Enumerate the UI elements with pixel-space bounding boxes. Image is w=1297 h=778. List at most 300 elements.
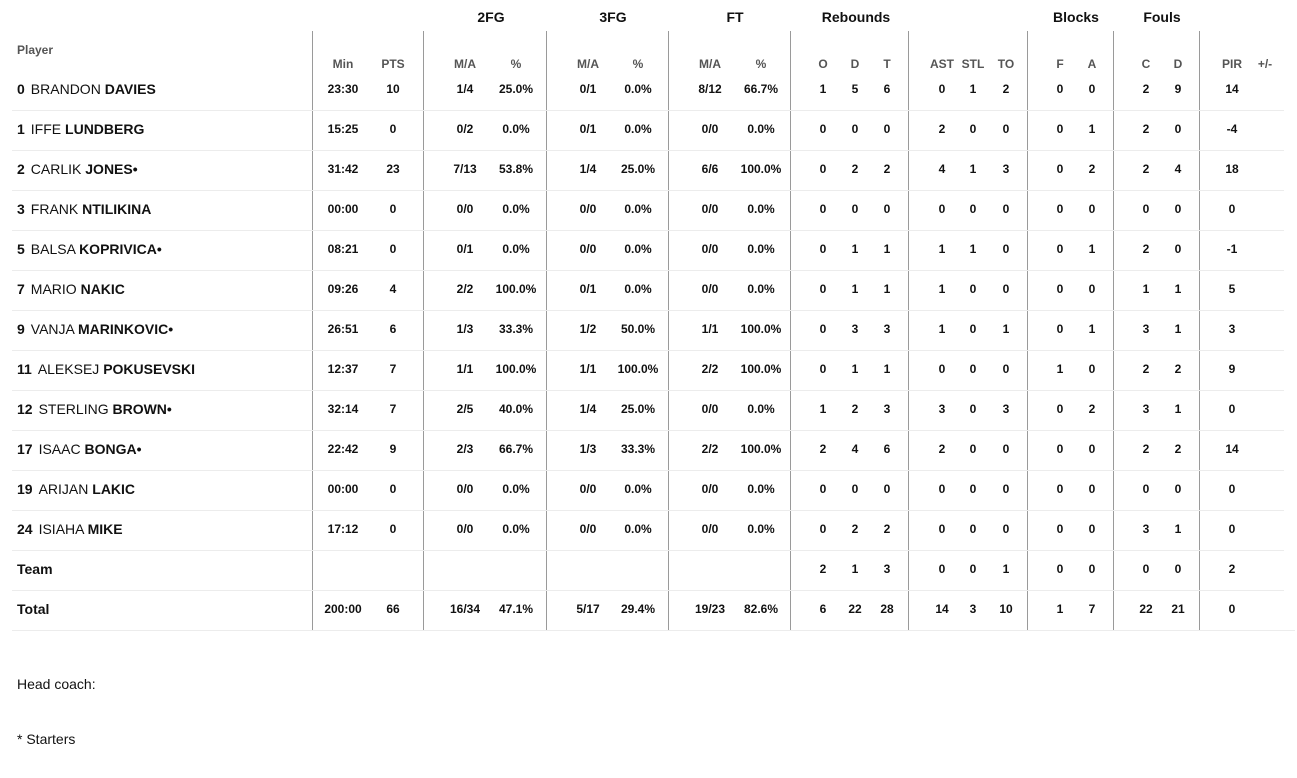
- stat-pts: 10: [386, 82, 400, 96]
- player-name[interactable]: [17, 161, 138, 177]
- stat-foul-c: 22: [1139, 602, 1153, 616]
- stat-reb-o: 0: [819, 362, 827, 376]
- stat-ft-ma: 0/0: [701, 402, 719, 416]
- stat-foul-d: 2: [1174, 362, 1182, 376]
- stat-to: 0: [1002, 282, 1010, 296]
- stat-fg3-pct: 33.3%: [620, 442, 656, 456]
- stat-ast: 1: [938, 322, 946, 336]
- stat-foul-c: 3: [1142, 522, 1150, 536]
- player-first-name: BALSA: [30, 241, 76, 257]
- stat-pir: 5: [1228, 282, 1236, 296]
- stat-pts: 0: [389, 482, 397, 496]
- stat-reb-o: 0: [819, 322, 827, 336]
- column-header-reb-o[interactable]: O: [818, 57, 828, 71]
- stat-fg2-ma: 0/1: [456, 242, 474, 256]
- stat-fg3-ma: 0/1: [579, 122, 597, 136]
- group-header-2fg: 2FG: [477, 9, 505, 25]
- stat-reb-t: 6: [883, 82, 891, 96]
- stat-blk-f: 0: [1056, 322, 1064, 336]
- stat-to: 0: [1002, 522, 1010, 536]
- column-divider: [1027, 31, 1028, 631]
- player-number: 5: [17, 241, 25, 257]
- stat-foul-c: 2: [1142, 442, 1150, 456]
- player-first-name: IFFE: [30, 121, 62, 137]
- player-last-name: KOPRIVICA: [79, 241, 157, 257]
- stat-pts: 7: [389, 362, 397, 376]
- stat-fg3-pct: 0.0%: [624, 482, 652, 496]
- stat-ast: 0: [938, 202, 946, 216]
- stat-fg3-ma: 1/1: [579, 362, 597, 376]
- player-number: 1: [17, 121, 25, 137]
- player-first-name: BRANDON: [30, 81, 101, 97]
- stat-reb-d: 0: [851, 202, 859, 216]
- group-header-ft: FT: [726, 9, 744, 25]
- row-divider: [12, 550, 1284, 551]
- stat-blk-a: 0: [1088, 202, 1096, 216]
- stat-stl: 0: [969, 362, 977, 376]
- group-header-rebounds: Rebounds: [821, 9, 891, 25]
- stat-fg3-pct: 25.0%: [620, 162, 656, 176]
- stat-reb-o: 0: [819, 122, 827, 136]
- stat-ft-pct: 0.0%: [747, 202, 775, 216]
- stat-foul-d: 1: [1174, 322, 1182, 336]
- stat-fg2-ma: 0/2: [456, 122, 474, 136]
- stat-fg2-pct: 0.0%: [502, 122, 530, 136]
- stat-fg3-ma: 0/0: [579, 202, 597, 216]
- stat-stl: 1: [969, 82, 977, 96]
- stat-ast: 3: [938, 402, 946, 416]
- player-first-name: ISIAHA: [38, 521, 84, 537]
- stat-reb-o: 6: [819, 602, 827, 616]
- stat-to: 0: [1002, 122, 1010, 136]
- player-number: 0: [17, 81, 25, 97]
- stat-reb-t: 28: [880, 602, 894, 616]
- stat-reb-t: 3: [883, 562, 891, 576]
- stat-fg2-ma: 0/0: [456, 482, 474, 496]
- stat-fg3-ma: 0/0: [579, 522, 597, 536]
- stat-ft-ma: 8/12: [698, 82, 722, 96]
- stat-reb-d: 0: [851, 122, 859, 136]
- player-last-name: NAKIC: [80, 281, 125, 297]
- stat-foul-d: 1: [1174, 282, 1182, 296]
- stat-blk-a: 0: [1088, 82, 1096, 96]
- stat-fg3-ma: 1/4: [579, 402, 597, 416]
- stat-ast: 4: [938, 162, 946, 176]
- row-divider: [12, 310, 1284, 311]
- column-header-pm[interactable]: +/-: [1257, 57, 1273, 71]
- stat-fg2-ma: 16/34: [449, 602, 481, 616]
- stat-foul-c: 0: [1142, 482, 1150, 496]
- stat-min: 00:00: [327, 482, 359, 496]
- player-name[interactable]: [17, 441, 142, 457]
- stat-reb-o: 0: [819, 242, 827, 256]
- stat-pts: 23: [386, 162, 400, 176]
- player-first-name: ALEKSEJ: [37, 361, 100, 377]
- stat-foul-d: 2: [1174, 442, 1182, 456]
- stat-foul-d: 4: [1174, 162, 1182, 176]
- stat-foul-d: 0: [1174, 562, 1182, 576]
- stat-reb-d: 1: [851, 242, 859, 256]
- stat-reb-t: 1: [883, 242, 891, 256]
- stat-to: 0: [1002, 442, 1010, 456]
- column-divider: [1199, 31, 1200, 631]
- stat-ft-ma: 0/0: [701, 202, 719, 216]
- stat-min: 200:00: [324, 602, 362, 616]
- stat-blk-f: 1: [1056, 602, 1064, 616]
- player-last-name: MIKE: [87, 521, 123, 537]
- starter-mark: •: [166, 401, 172, 417]
- stat-reb-d: 0: [851, 482, 859, 496]
- player-last-name: NTILIKINA: [82, 201, 152, 217]
- stat-stl: 0: [969, 122, 977, 136]
- stat-fg2-ma: 2/2: [456, 282, 474, 296]
- stat-pir: -1: [1226, 242, 1238, 256]
- stat-ft-ma: 0/0: [701, 282, 719, 296]
- stat-fg2-pct: 53.8%: [498, 162, 534, 176]
- stat-stl: 1: [969, 162, 977, 176]
- stat-fg2-pct: 33.3%: [498, 322, 534, 336]
- stat-ast: 0: [938, 362, 946, 376]
- stat-min: 15:25: [327, 122, 359, 136]
- stat-ft-ma: 0/0: [701, 242, 719, 256]
- column-header-fg3-pct[interactable]: %: [632, 57, 644, 71]
- column-divider: [668, 31, 669, 631]
- stat-to: 3: [1002, 162, 1010, 176]
- stat-fg2-pct: 0.0%: [502, 482, 530, 496]
- column-header-stl[interactable]: STL: [961, 57, 985, 71]
- stat-fg3-pct: 0.0%: [624, 82, 652, 96]
- head-coach-label: Head coach:: [17, 676, 96, 692]
- player-last-name: BONGA: [84, 441, 137, 457]
- stat-min: 22:42: [327, 442, 359, 456]
- player-name[interactable]: [17, 241, 162, 257]
- stat-to: 1: [1002, 562, 1010, 576]
- stat-to: 0: [1002, 362, 1010, 376]
- stat-pts: 9: [389, 442, 397, 456]
- column-header-fg2-ma[interactable]: M/A: [454, 57, 476, 71]
- stat-foul-c: 2: [1142, 162, 1150, 176]
- stat-reb-t: 6: [883, 442, 891, 456]
- group-header-fouls: Fouls: [1143, 9, 1181, 25]
- stat-to: 0: [1002, 482, 1010, 496]
- stat-ast: 0: [938, 82, 946, 96]
- stat-reb-t: 3: [883, 322, 891, 336]
- stat-blk-f: 1: [1056, 362, 1064, 376]
- stat-ft-pct: 0.0%: [747, 242, 775, 256]
- column-divider: [423, 31, 424, 631]
- stat-blk-a: 1: [1088, 122, 1096, 136]
- player-name[interactable]: [17, 121, 144, 137]
- stat-fg2-pct: 100.0%: [495, 282, 537, 296]
- stat-fg3-pct: 25.0%: [620, 402, 656, 416]
- stat-ft-ma: 19/23: [694, 602, 726, 616]
- row-divider: [12, 590, 1284, 591]
- stat-ft-pct: 100.0%: [740, 322, 782, 336]
- player-number: 24: [17, 521, 33, 537]
- stat-blk-f: 0: [1056, 562, 1064, 576]
- stat-pir: 14: [1225, 82, 1239, 96]
- stat-ast: 0: [938, 482, 946, 496]
- column-header-pts[interactable]: PTS: [381, 57, 405, 71]
- stat-ast: 14: [935, 602, 949, 616]
- player-number: 12: [17, 401, 33, 417]
- stat-blk-a: 0: [1088, 562, 1096, 576]
- column-header-blk-f[interactable]: F: [1056, 57, 1064, 71]
- player-name[interactable]: [17, 361, 195, 377]
- stat-blk-a: 7: [1088, 602, 1096, 616]
- stat-fg3-ma: 0/0: [579, 242, 597, 256]
- stat-fg2-ma: 1/3: [456, 322, 474, 336]
- stat-ast: 1: [938, 242, 946, 256]
- stat-fg3-ma: 0/1: [579, 82, 597, 96]
- stat-reb-d: 4: [851, 442, 859, 456]
- stat-fg3-ma: 1/3: [579, 442, 597, 456]
- stat-blk-f: 0: [1056, 202, 1064, 216]
- stat-pts: 0: [389, 242, 397, 256]
- column-header-reb-d[interactable]: D: [850, 57, 860, 71]
- stat-blk-a: 0: [1088, 522, 1096, 536]
- player-first-name: MARIO: [30, 281, 77, 297]
- stat-to: 2: [1002, 82, 1010, 96]
- stat-blk-a: 0: [1088, 442, 1096, 456]
- stat-fg3-pct: 29.4%: [620, 602, 656, 616]
- column-header-ft-pct[interactable]: %: [755, 57, 767, 71]
- starter-mark: •: [136, 441, 142, 457]
- column-divider: [908, 31, 909, 631]
- stat-blk-a: 0: [1088, 362, 1096, 376]
- column-header-foul-d[interactable]: D: [1173, 57, 1183, 71]
- stat-to: 10: [999, 602, 1013, 616]
- stat-blk-f: 0: [1056, 282, 1064, 296]
- player-last-name: MARINKOVIC: [78, 321, 169, 337]
- column-header-ft-ma[interactable]: M/A: [699, 57, 721, 71]
- stat-pts: 0: [389, 202, 397, 216]
- stat-ft-pct: 100.0%: [740, 362, 782, 376]
- stat-reb-d: 22: [848, 602, 862, 616]
- column-header-fg2-pct[interactable]: %: [510, 57, 522, 71]
- player-last-name: JONES: [85, 161, 133, 177]
- player-last-name: POKUSEVSKI: [103, 361, 195, 377]
- stat-fg2-ma: 2/3: [456, 442, 474, 456]
- stat-to: 3: [1002, 402, 1010, 416]
- team-row-label: Team: [17, 561, 53, 577]
- stat-fg3-pct: 0.0%: [624, 202, 652, 216]
- stat-stl: 0: [969, 562, 977, 576]
- stat-pts: 66: [386, 602, 400, 616]
- row-divider: [12, 430, 1284, 431]
- player-number: 7: [17, 281, 25, 297]
- stat-fg2-ma: 0/0: [456, 522, 474, 536]
- player-last-name: DAVIES: [104, 81, 156, 97]
- column-divider: [1113, 31, 1114, 631]
- stat-fg2-ma: 2/5: [456, 402, 474, 416]
- stat-foul-c: 2: [1142, 82, 1150, 96]
- stat-pir: 3: [1228, 322, 1236, 336]
- stat-reb-o: 0: [819, 282, 827, 296]
- stat-reb-d: 1: [851, 362, 859, 376]
- column-divider: [790, 31, 791, 631]
- player-name[interactable]: [17, 521, 123, 537]
- row-divider: [12, 350, 1284, 351]
- player-first-name: STERLING: [38, 401, 109, 417]
- stat-foul-d: 0: [1174, 242, 1182, 256]
- player-name[interactable]: [17, 481, 135, 497]
- row-divider: [12, 190, 1284, 191]
- column-header-blk-a[interactable]: A: [1087, 57, 1097, 71]
- stat-to: 0: [1002, 242, 1010, 256]
- stat-foul-d: 21: [1171, 602, 1185, 616]
- player-name[interactable]: [17, 281, 125, 297]
- stat-blk-f: 0: [1056, 442, 1064, 456]
- column-header-reb-t[interactable]: T: [883, 57, 891, 71]
- stat-reb-o: 2: [819, 442, 827, 456]
- stat-ast: 0: [938, 562, 946, 576]
- player-name[interactable]: [17, 81, 156, 97]
- stat-fg3-ma: 1/2: [579, 322, 597, 336]
- stat-reb-d: 3: [851, 322, 859, 336]
- column-header-to[interactable]: TO: [997, 57, 1015, 71]
- stat-reb-t: 0: [883, 122, 891, 136]
- player-name[interactable]: [17, 321, 173, 337]
- stat-foul-c: 2: [1142, 362, 1150, 376]
- stat-min: 09:26: [327, 282, 359, 296]
- stat-fg2-ma: 1/1: [456, 362, 474, 376]
- stat-pir: 18: [1225, 162, 1239, 176]
- stat-fg3-pct: 50.0%: [620, 322, 656, 336]
- stat-foul-c: 2: [1142, 242, 1150, 256]
- stat-ft-ma: 0/0: [701, 482, 719, 496]
- stat-blk-a: 1: [1088, 242, 1096, 256]
- player-first-name: ARIJAN: [38, 481, 89, 497]
- column-header-fg3-ma[interactable]: M/A: [577, 57, 599, 71]
- starters-note: * Starters: [17, 731, 76, 747]
- row-divider: [12, 630, 1295, 631]
- stat-to: 1: [1002, 322, 1010, 336]
- stat-reb-t: 2: [883, 162, 891, 176]
- starter-mark: •: [132, 161, 138, 177]
- column-header-ast[interactable]: AST: [930, 57, 954, 71]
- stat-fg3-pct: 0.0%: [624, 242, 652, 256]
- player-number: 17: [17, 441, 33, 457]
- column-header-foul-c[interactable]: C: [1141, 57, 1151, 71]
- stat-reb-o: 0: [819, 482, 827, 496]
- stat-ft-pct: 0.0%: [747, 522, 775, 536]
- column-header-min[interactable]: Min: [332, 57, 354, 71]
- stat-fg2-ma: 1/4: [456, 82, 474, 96]
- stat-fg2-pct: 25.0%: [498, 82, 534, 96]
- stat-min: 17:12: [327, 522, 359, 536]
- column-header-pir[interactable]: PIR: [1221, 57, 1243, 71]
- stat-ft-ma: 6/6: [701, 162, 719, 176]
- stat-min: 23:30: [327, 82, 359, 96]
- stat-fg3-ma: 1/4: [579, 162, 597, 176]
- stat-ft-ma: 2/2: [701, 362, 719, 376]
- stat-foul-c: 3: [1142, 322, 1150, 336]
- stat-ft-pct: 66.7%: [743, 82, 779, 96]
- stat-foul-c: 0: [1142, 202, 1150, 216]
- stat-reb-o: 1: [819, 82, 827, 96]
- stat-reb-t: 1: [883, 362, 891, 376]
- stat-pir: 0: [1228, 202, 1236, 216]
- stat-foul-d: 1: [1174, 522, 1182, 536]
- row-divider: [12, 110, 1284, 111]
- player-name[interactable]: [17, 201, 151, 217]
- stat-stl: 0: [969, 282, 977, 296]
- stat-fg2-pct: 100.0%: [495, 362, 537, 376]
- stat-stl: 0: [969, 322, 977, 336]
- stat-ft-ma: 0/0: [701, 522, 719, 536]
- column-divider: [312, 31, 313, 631]
- stat-reb-t: 1: [883, 282, 891, 296]
- stat-ft-ma: 2/2: [701, 442, 719, 456]
- stat-reb-d: 2: [851, 162, 859, 176]
- stat-ast: 1: [938, 282, 946, 296]
- stat-fg2-pct: 47.1%: [498, 602, 534, 616]
- stat-blk-f: 0: [1056, 402, 1064, 416]
- stat-pir: 0: [1228, 522, 1236, 536]
- total-row-label: Total: [17, 601, 50, 617]
- stat-reb-d: 5: [851, 82, 859, 96]
- row-divider: [12, 270, 1284, 271]
- stat-fg3-pct: 0.0%: [624, 282, 652, 296]
- stat-fg3-pct: 0.0%: [624, 122, 652, 136]
- row-divider: [12, 470, 1284, 471]
- stat-ast: 0: [938, 522, 946, 536]
- stat-blk-a: 1: [1088, 322, 1096, 336]
- column-divider: [546, 31, 547, 631]
- player-column-header: Player: [17, 43, 54, 57]
- stat-fg2-pct: 66.7%: [498, 442, 534, 456]
- stat-fg2-ma: 0/0: [456, 202, 474, 216]
- stat-reb-o: 0: [819, 162, 827, 176]
- stat-blk-f: 0: [1056, 482, 1064, 496]
- stat-fg3-ma: 5/17: [576, 602, 600, 616]
- stat-ft-pct: 0.0%: [747, 482, 775, 496]
- stat-blk-a: 0: [1088, 482, 1096, 496]
- stat-reb-o: 1: [819, 402, 827, 416]
- player-first-name: ISAAC: [38, 441, 81, 457]
- row-divider: [12, 230, 1284, 231]
- stat-ft-pct: 0.0%: [747, 402, 775, 416]
- stat-min: 00:00: [327, 202, 359, 216]
- player-number: 19: [17, 481, 33, 497]
- stat-foul-c: 3: [1142, 402, 1150, 416]
- stat-fg3-ma: 0/0: [579, 482, 597, 496]
- player-last-name: LAKIC: [92, 481, 136, 497]
- stat-foul-c: 2: [1142, 122, 1150, 136]
- row-divider: [12, 150, 1284, 151]
- stat-pir: 2: [1228, 562, 1236, 576]
- stat-pts: 6: [389, 322, 397, 336]
- starter-mark: •: [168, 321, 174, 337]
- stat-blk-f: 0: [1056, 242, 1064, 256]
- stat-reb-t: 0: [883, 482, 891, 496]
- stat-fg2-pct: 0.0%: [502, 522, 530, 536]
- stat-reb-o: 2: [819, 562, 827, 576]
- stat-reb-t: 0: [883, 202, 891, 216]
- stat-reb-d: 2: [851, 522, 859, 536]
- stat-foul-d: 0: [1174, 122, 1182, 136]
- stat-stl: 0: [969, 402, 977, 416]
- stat-reb-t: 2: [883, 522, 891, 536]
- player-number: 3: [17, 201, 25, 217]
- row-divider: [12, 390, 1284, 391]
- player-last-name: BROWN: [112, 401, 167, 417]
- stat-pir: -4: [1226, 122, 1238, 136]
- player-name[interactable]: [17, 401, 172, 417]
- stat-fg2-pct: 40.0%: [498, 402, 534, 416]
- stat-reb-t: 3: [883, 402, 891, 416]
